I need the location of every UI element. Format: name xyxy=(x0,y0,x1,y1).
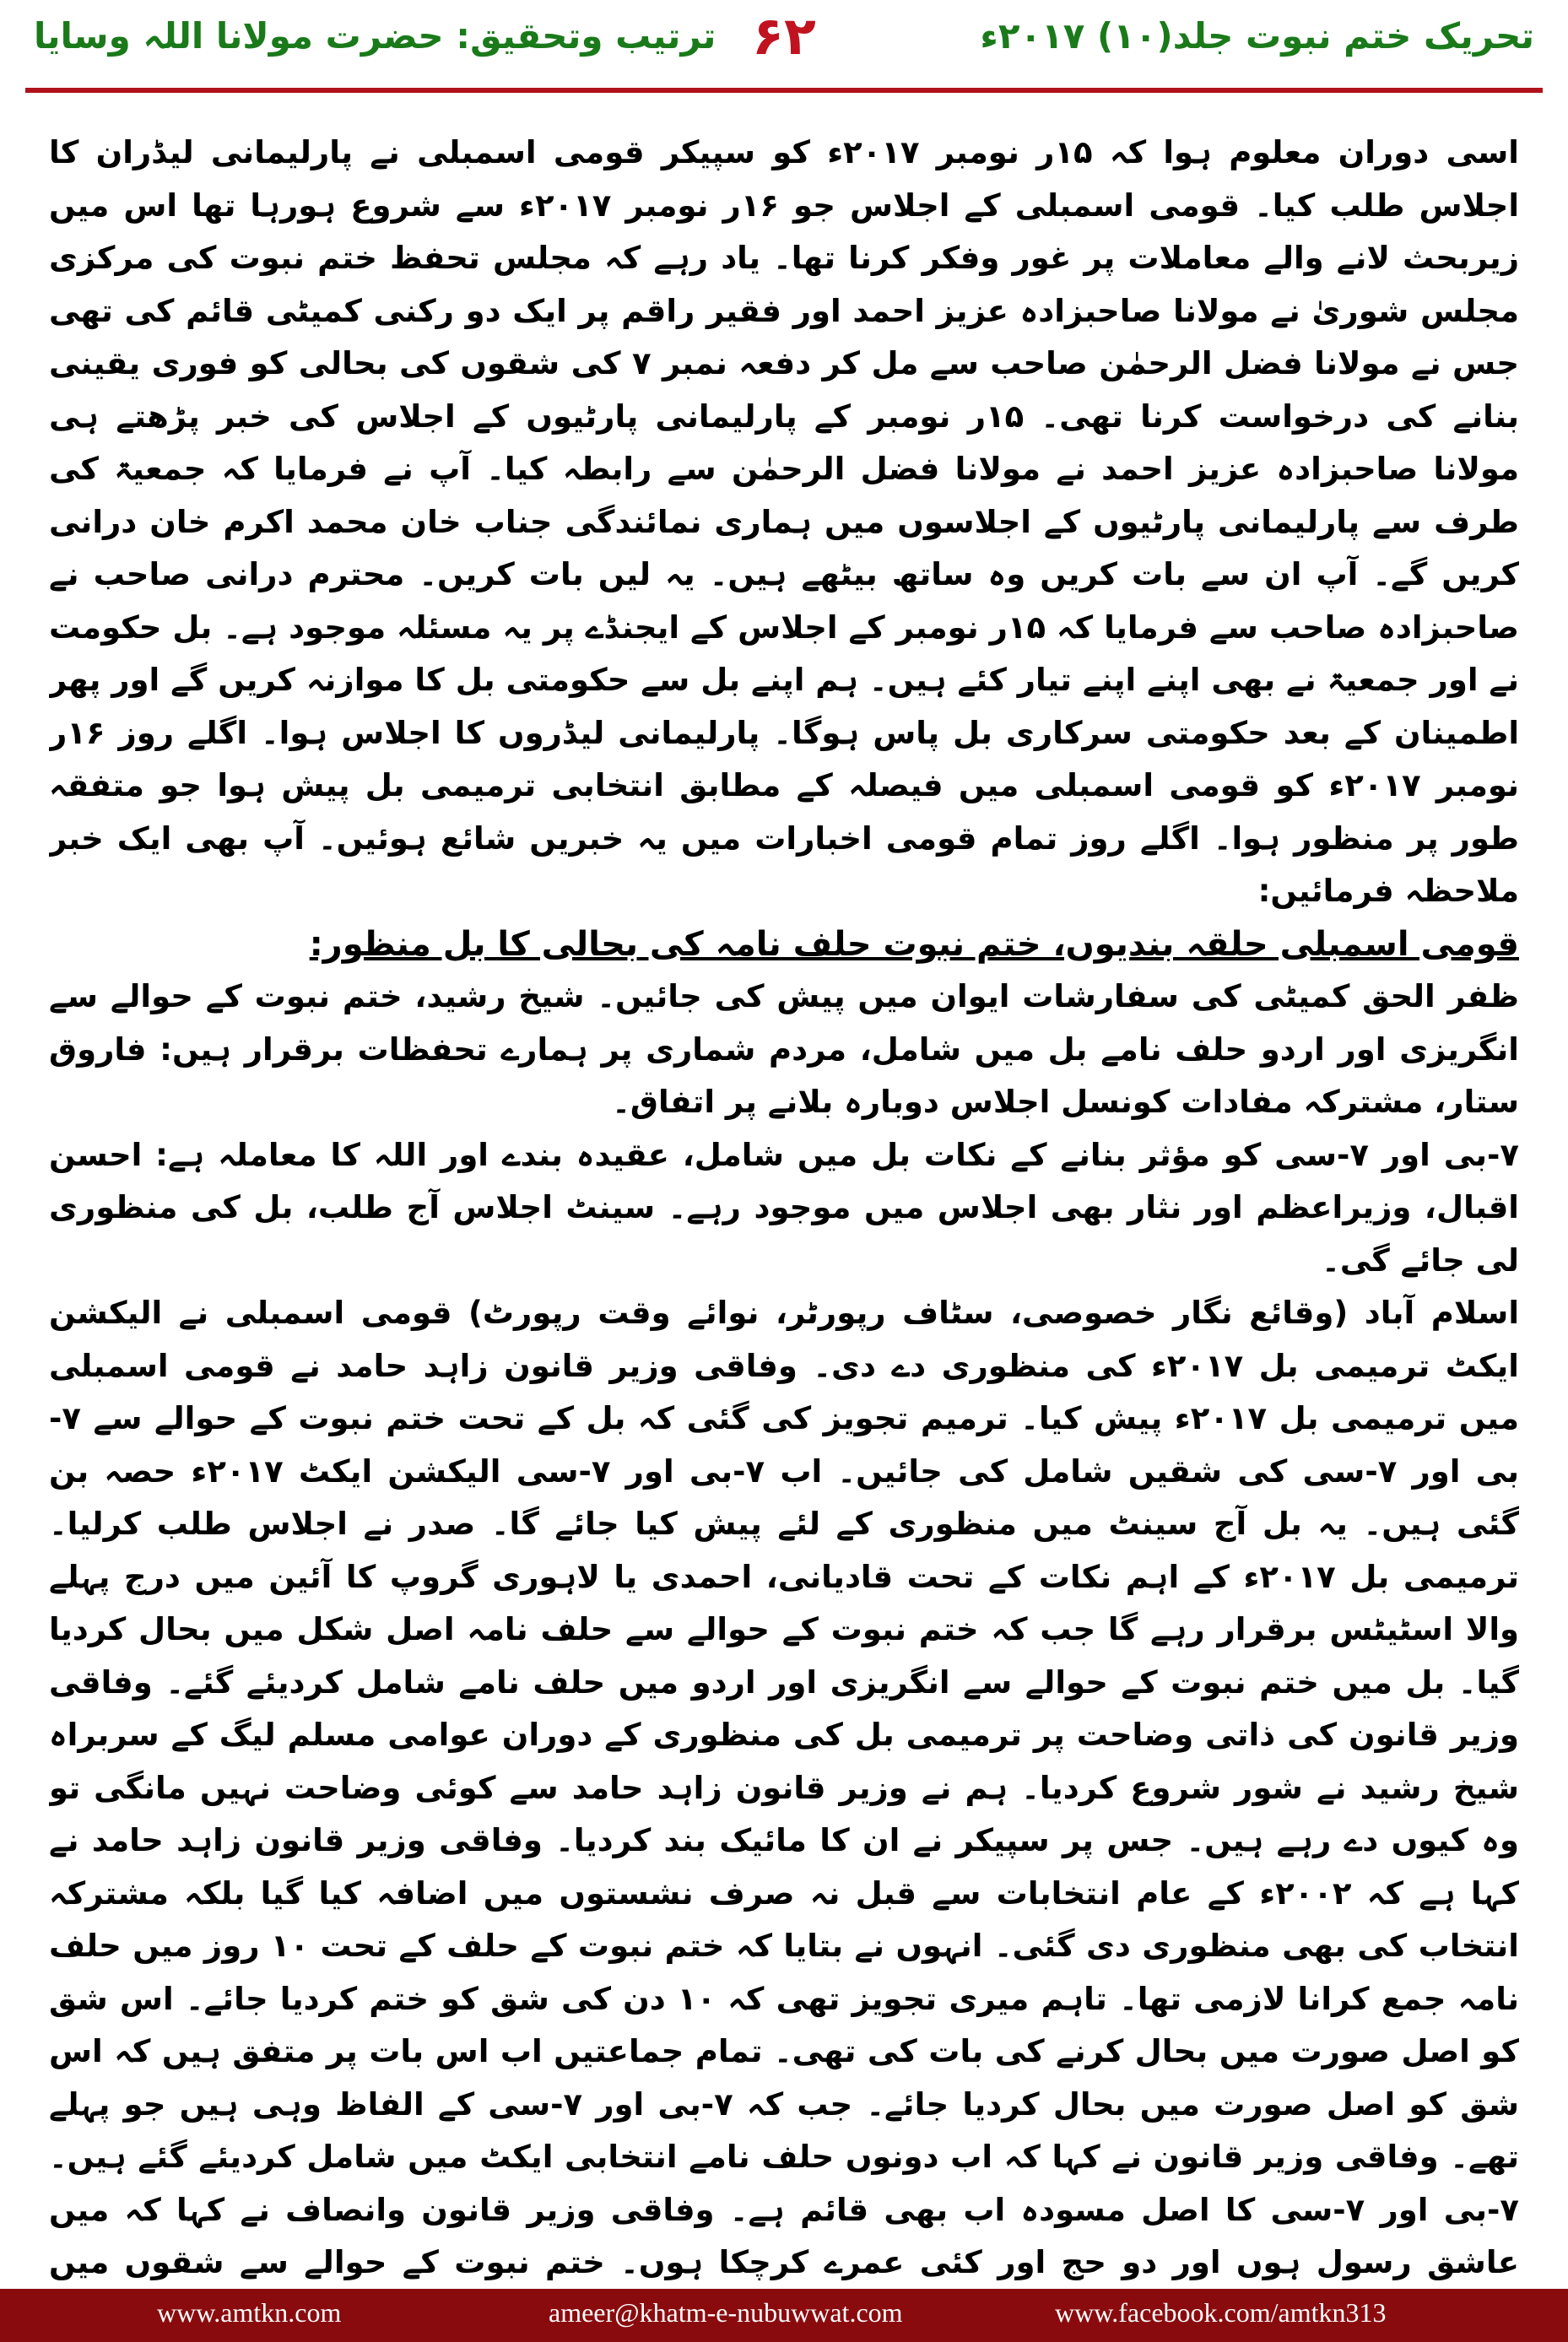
page-footer xyxy=(0,2289,1568,2342)
website-link[interactable]: www.amtkn.com xyxy=(157,2297,342,2328)
paragraph-7b-7c: ۷-بی اور ۷-سی کو مؤثر بنانے کے نکات بل میں شامل، عقیدہ بندے اور اللہ کا معاملہ ہے: احسن اقبال، وزیراعظم اور نثار بھی اجلاس میں موجود رہے۔ سینٹ اجلاس آج طلب، بل کی منظوری لی جائے گی۔ xyxy=(49,1136,1519,1279)
book-title: تحریک ختم نبوت جلد(۱۰) ۲۰۱۷ء xyxy=(980,15,1534,57)
page-header xyxy=(0,0,1568,101)
paragraph-intro: اسی دوران معلوم ہوا کہ ۱۵ر نومبر ۲۰۱۷ء کو سپیکر قومی اسمبلی نے پارلیمانی لیڈران کا اجلاس طلب کیا۔ قومی اسمبلی کے اجلاس جو ۱۶ر نومبر ۲۰۱۷ء سے شروع ہورہا تھا اس میں زیربحث لانے والے معاملات پر غور وفکر کرنا تھا۔ یاد رہے کہ مجلس تحفظ ختم نبوت کی مرکزی مجلس شوریٰ نے مولانا صاحبزادہ عزیز احمد اور فقیر راقم پر ایک دو رکنی کمیٹی قائم کی تھی جس نے مولانا فضل الرحمٰن صاحب سے مل کر دفعہ نمبر ۷ کی شقوں کی بحالی کو فوری یقینی بنانے کی درخواست کرنا تھی۔ ۱۵ر نومبر کے پارلیمانی پارٹیوں کے اجلاس کی خبر پڑھتے ہی مولانا صاحبزادہ عزیز احمد نے مولانا فضل الرحمٰن سے رابطہ کیا۔ آپ نے فرمایا کہ جمعیۃ کی طرف سے پارلیمانی پارٹیوں کے اجلاسوں میں ہماری نمائندگی جناب خان محمد اکرم خان درانی کریں گے۔ آپ ان سے بات کریں وہ ساتھ بیٹھے ہیں۔ یہ لیں بات کریں۔ محترم درانی صاحب نے صاحبزادہ صاحب سے فرمایا کہ ۱۵ر نومبر کے اجلاس کے ایجنڈے پر یہ مسئلہ موجود ہے۔ بل حکومت نے اور جمعیۃ نے بھی اپنے اپنے تیار کئے ہیں۔ ہم اپنے بل سے حکومتی بل کا موازنہ کریں گے اور پھر اطمینان کے بعد حکومتی سرکاری بل پاس ہوگا۔ پارلیمانی لیڈروں کا اجلاس ہوا۔ اگلے روز ۱۶ر نومبر ۲۰۱۷ء کو قومی اسمبلی میں فیصلہ کے مطابق انتخابی ترمیمی بل پیش ہوا جو متفقہ طور پر منظور ہوا۔ اگلے روز تمام قومی اخبارات میں یہ خبریں شائع ہوئیں۔ آپ بھی ایک خبر ملاحظہ فرمائیں: xyxy=(49,134,1519,909)
email-link[interactable]: ameer@khatm-e-nubuwwat.com xyxy=(549,2297,903,2328)
header-divider xyxy=(25,88,1543,93)
compiler-credit: ترتیب وتحقیق: حضرت مولانا اللہ وسایا xyxy=(34,15,716,57)
facebook-link[interactable]: www.facebook.com/amtkn313 xyxy=(1055,2297,1387,2328)
page-number: ۶۲ xyxy=(752,5,816,67)
news-headline: قومی اسمبلی حلقہ بندیوں، ختم نبوت حلف نامہ کی بحالی کا بل منظور: xyxy=(309,924,1519,964)
paragraph-zafar-ul-haq: ظفر الحق کمیٹی کی سفارشات ایوان میں پیش کی جائیں۔ شیخ رشید، ختم نبوت کے حوالے سے انگریزی اور اردو حلف نامے بل میں شامل، مردم شماری پر ہمارے تحفظات برقرار ہیں: فاروق ستار، مشترکہ مفادات کونسل اجلاس دوبارہ بلانے پر اتفاق۔ xyxy=(49,978,1519,1120)
paragraph-islamabad-report: اسلام آباد (وقائع نگار خصوصی، سٹاف رپورٹر، نوائے وقت رپورٹ) قومی اسمبلی نے الیکشن ایکٹ ترمیمی بل ۲۰۱۷ء کی منظوری دے دی۔ وفاقی وزیر قانون زاہد حامد نے قومی اسمبلی میں ترمیمی بل ۲۰۱۷ء پیش کیا۔ ترمیم تجویز کی گئی کہ بل کے تحت ختم نبوت کے حوالے سے ۷-بی اور ۷-سی کی شقیں شامل کی جائیں۔ اب ۷-بی اور ۷-سی الیکشن ایکٹ ۲۰۱۷ء حصہ بن گئی ہیں۔ یہ بل آج سینٹ میں منظوری کے لئے پیش کیا جائے گا۔ صدر نے اجلاس طلب کرلیا۔ ترمیمی بل ۲۰۱۷ء کے اہم نکات کے تحت قادیانی، احمدی یا لاہوری گروپ کا آئین میں درج پہلے والا اسٹیٹس برقرار رہے گا جب کہ ختم نبوت کے حوالے سے حلف نامہ اصل شکل میں بحال کردیا گیا۔ بل میں ختم نبوت کے حوالے سے انگریزی اور اردو میں حلف نامے شامل کردیئے گئے۔ وفاقی وزیر قانون کی ذاتی وضاحت پر ترمیمی بل کی منظوری کے دوران عوامی مسلم لیگ کے سربراہ شیخ رشید نے شور شروع کردیا۔ ہم نے وزیر قانون زاہد حامد سے کوئی وضاحت نہیں مانگی تو وہ کیوں دے رہے ہیں۔ جس پر سپیکر نے ان کا مائیک بند کردیا۔ وفاقی وزیر قانون زاہد حامد نے کہا ہے کہ ۲۰۰۲ء کے عام انتخابات سے قبل نہ صرف نشستوں میں اضافہ کیا گیا بلکہ مشترکہ انتخاب کی بھی منظوری دی گئی۔ انہوں نے بتایا کہ ختم نبوت کے حلف کے تحت ۱۰ روز میں حلف نامہ جمع کرانا لازمی تھا۔ تاہم میری تجویز تھی کہ ۱۰ دن کی شق کو ختم کردیا جائے۔ اس شق کو اصل صورت میں بحال کرنے کی بات کی تھی۔ تمام جماعتیں اب اس بات پر متفق ہیں کہ اس شق کو اصل صورت میں بحال کردیا جائے۔ جب کہ ۷-بی اور ۷-سی کے الفاظ وہی ہیں جو پہلے تھے۔ وفاقی وزیر قانون نے کہا کہ اب دونوں حلف نامے انتخابی ایکٹ میں شامل کردیئے گئے ہیں۔ ۷-بی اور ۷-سی کا اصل مسودہ اب بھی قائم ہے۔ وفاقی وزیر قانون وانصاف نے کہا کہ میں عاشق رسول ہوں اور دو حج اور کئی عمرے کرچکا ہوں۔ ختم نبوت کے حوالے سے شقوں میں xyxy=(49,1295,1519,2280)
article-body xyxy=(49,127,1519,2283)
